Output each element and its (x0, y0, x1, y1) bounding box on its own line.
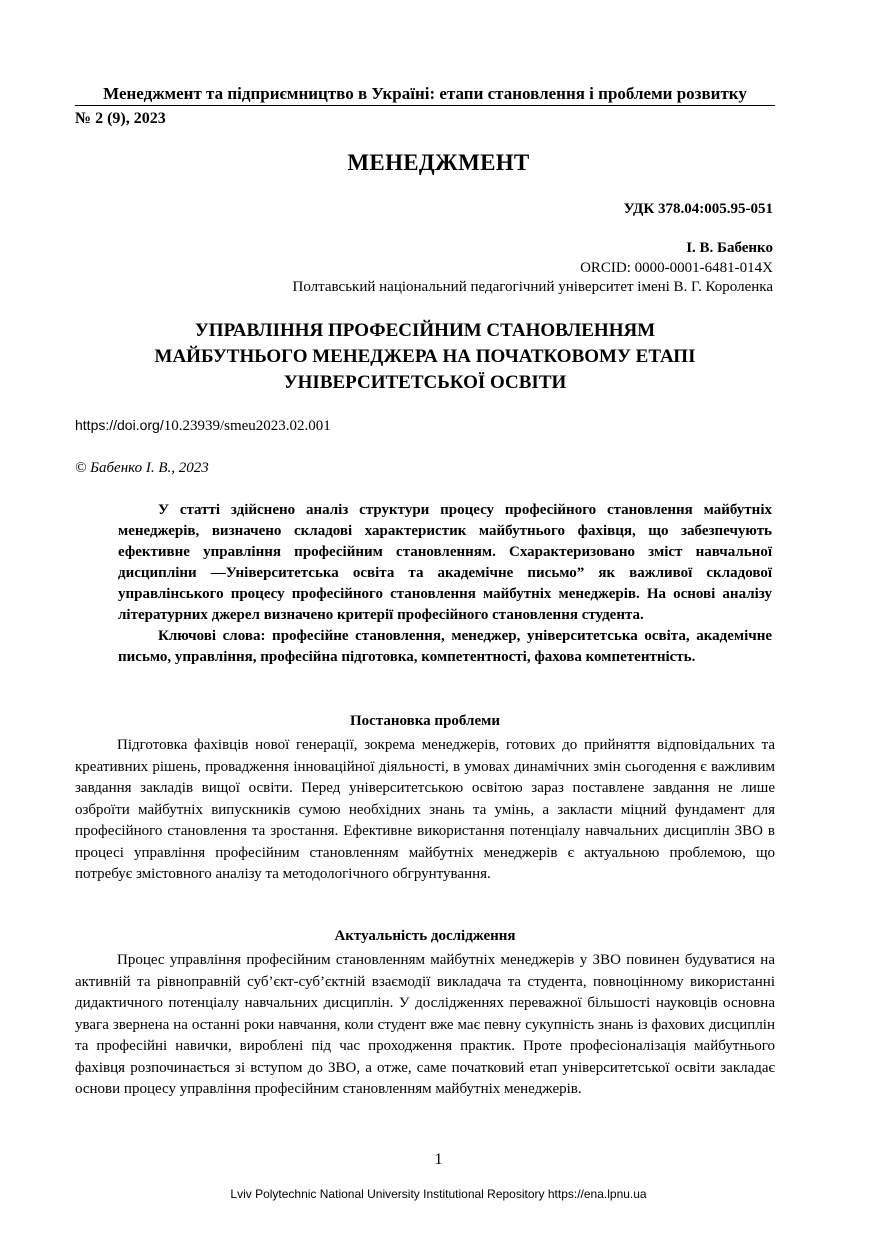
issue-number: № 2 (9), 2023 (75, 110, 166, 127)
title-line: УНІВЕРСИТЕТСЬКОЇ ОСВІТИ (283, 372, 567, 393)
copyright: © Бабенко І. В., 2023 (75, 460, 209, 476)
title-line: МАЙБУТНЬОГО МЕНЕДЖЕРА НА ПОЧАТКОВОМУ ЕТАПІ (154, 346, 696, 367)
doi-link[interactable] (75, 417, 331, 435)
section-body-problem (75, 735, 775, 886)
section-body-relevance (75, 950, 775, 1101)
article-title (75, 318, 775, 396)
keywords: Ключові слова: професійне становлення, менеджер, університетська освіта, академічне письмо, управління, професійна підготовка, компетентності, фахова компетентність. (118, 628, 772, 665)
section-heading-relevance: Актуальність дослідження (334, 928, 516, 944)
abstract (118, 500, 772, 668)
section-heading-problem: Постановка проблеми (350, 713, 500, 729)
doi-suffix: 10.23939/smeu2023.02.001 (163, 418, 331, 434)
paragraph: Підготовка фахівців нової генерації, зокрема менеджерів, готових до прийняття відповідальних та креативних рішень, провадження інноваційної діяльності, в умовах динамічних змін сьогодення є важливим завдання закладів вищої освіти. Перед університетською освітою зараз поставлене завдання не лише озброїти майбутніх випускників сумою необхідних знань та умінь, а закласти міцний фундамент для професійного становлення та зростання. Ефективне використання потенціалу навчальних дисциплін ЗВО в процесі управління професійним становленням майбутніх менеджерів є актуальною проблемою, що потребує змістовного аналізу та методологічного обгрунтування. (75, 737, 775, 882)
repository-footer: Lviv Polytechnic National University Institutional Repository https://ena.lpnu.ua (230, 1187, 647, 1201)
udk-code: УДК 378.04:005.95-051 (623, 201, 773, 217)
doi-prefix: https://doi.org/ (75, 417, 164, 433)
author-orcid: ORCID: 0000-0001-6481-014X (580, 260, 773, 276)
abstract-text: У статті здійснено аналіз структури процесу професійного становлення майбутніх менеджерів, визначено складові характеристик майбутнього фахівця, що забезпечують ефективне управління професійним становленням. Схарактеризовано зміст навчальної дисципліни ―Університетська освіта та академічне письмо” як важливої складової управлінського процесу професійного становлення майбутніх менеджерів. На основі аналізу літературних джерел визначено критерії професійного становлення студента. (118, 502, 772, 623)
author-affiliation: Полтавський національний педагогічний університет імені В. Г. Короленка (292, 279, 773, 295)
author-name: І. В. Бабенко (686, 240, 773, 256)
section-title: МЕНЕДЖМЕНТ (347, 150, 530, 175)
journal-title: Менеджмент та підприємництво в Україні: етапи становлення і проблеми розвитку (103, 84, 747, 103)
title-line: УПРАВЛІННЯ ПРОФЕСІЙНИМ СТАНОВЛЕННЯМ (194, 320, 656, 341)
page-number: 1 (434, 1151, 443, 1168)
paragraph: Процес управління професійним становленням майбутніх менеджерів у ЗВО повинен будуватися на активній та рівноправній суб’єкт-суб’єктній взаємодії викладача та студента, повноцінному використанні дидактичного потенціалу навчальних дисциплін. У дослідженнях переважної більшості науковців основна увага звернена на останні роки навчання, коли студент вже має певну сукупність знань із фахових дисциплін та професійні навички, вироблені під час проходження практик. Проте професіоналізація майбутнього фахівця розпочинається зі вступом до ЗВО, а отже, саме початковий етап університетської освіти закладає основи процесу управління професійним становленням майбутніх менеджерів. (75, 952, 775, 1097)
header-rule (75, 105, 775, 106)
